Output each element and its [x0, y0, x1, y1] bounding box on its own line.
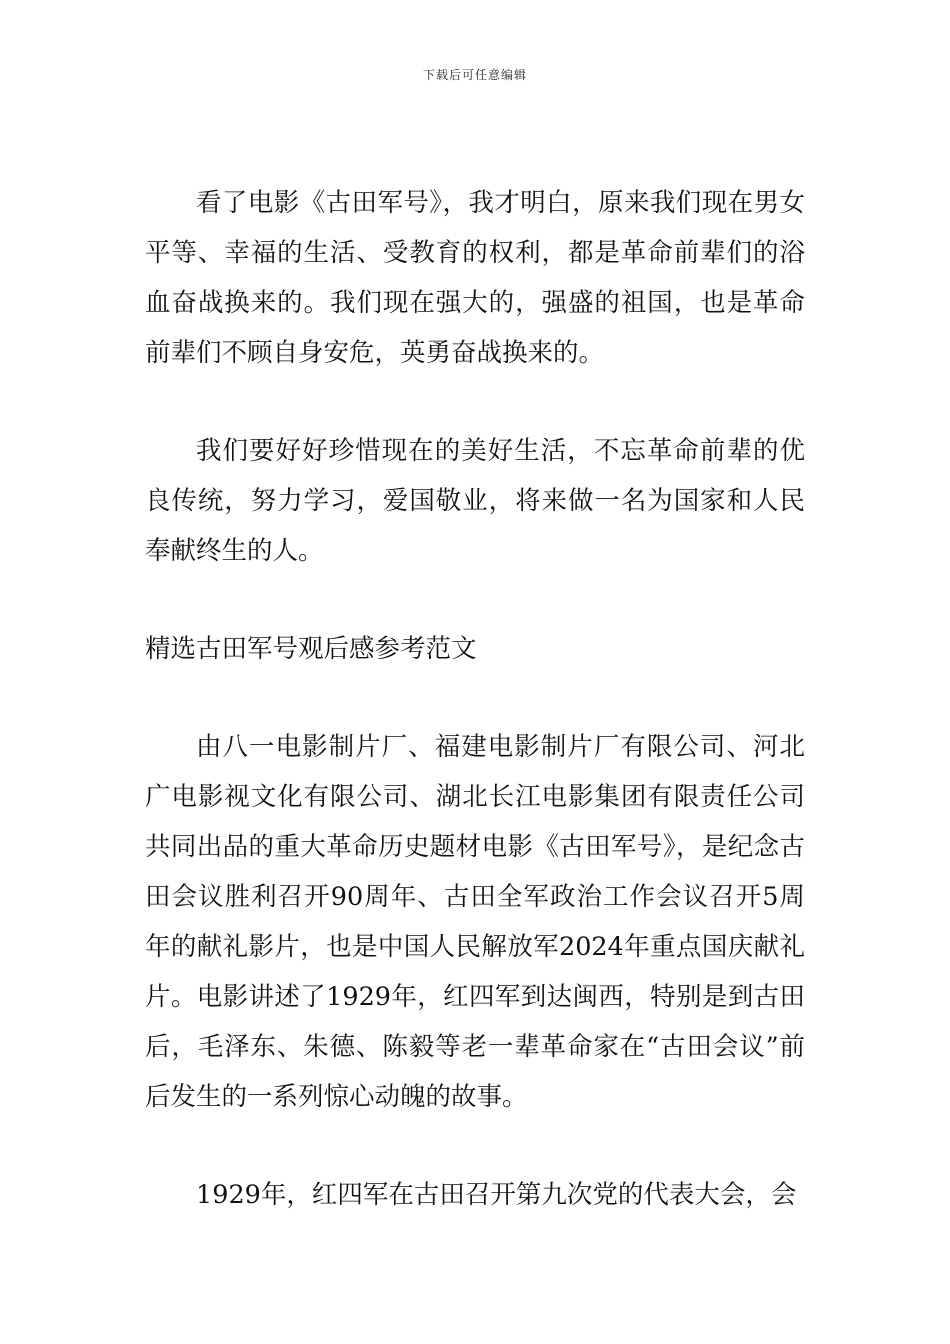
section-heading: 精选古田军号观后感参考范文 [145, 634, 477, 664]
document-body [145, 178, 805, 1220]
paragraph-3: 由八一电影制片厂、福建电影制片厂有限公司、河北广电影视文化有限公司、湖北长江电影集团有限责任公司共同出品的重大革命历史题材电影《古田军号》，是纪念古田会议胜利召开90周年、古田全军政治工作会议召开5周年的献礼影片，也是中国人民解放军2024年重点国庆献礼片。电影讲述了1929年，红四军到达闽西，特别是到古田后，毛泽东、朱德、陈毅等老一辈革命家在“古田会议”前后发生的一系列惊心动魄的故事。 [145, 732, 805, 1112]
paragraph-4: 1929年，红四军在古田召开第九次党的代表大会，会 [196, 1180, 797, 1210]
paragraph-2: 我们要好好珍惜现在的美好生活，不忘革命前辈的优良传统，努力学习，爱国敬业，将来做一名为国家和人民奉献终生的人。 [145, 436, 805, 566]
header-note: 下载后可任意编辑 [422, 68, 527, 82]
paragraph-1: 看了电影《古田军号》，我才明白，原来我们现在男女平等、幸福的生活、受教育的权利，都是革命前辈们的浴血奋战换来的。我们现在强大的，强盛的祖国，也是革命前辈们不顾自身安危，英勇奋战换来的。 [145, 188, 805, 368]
